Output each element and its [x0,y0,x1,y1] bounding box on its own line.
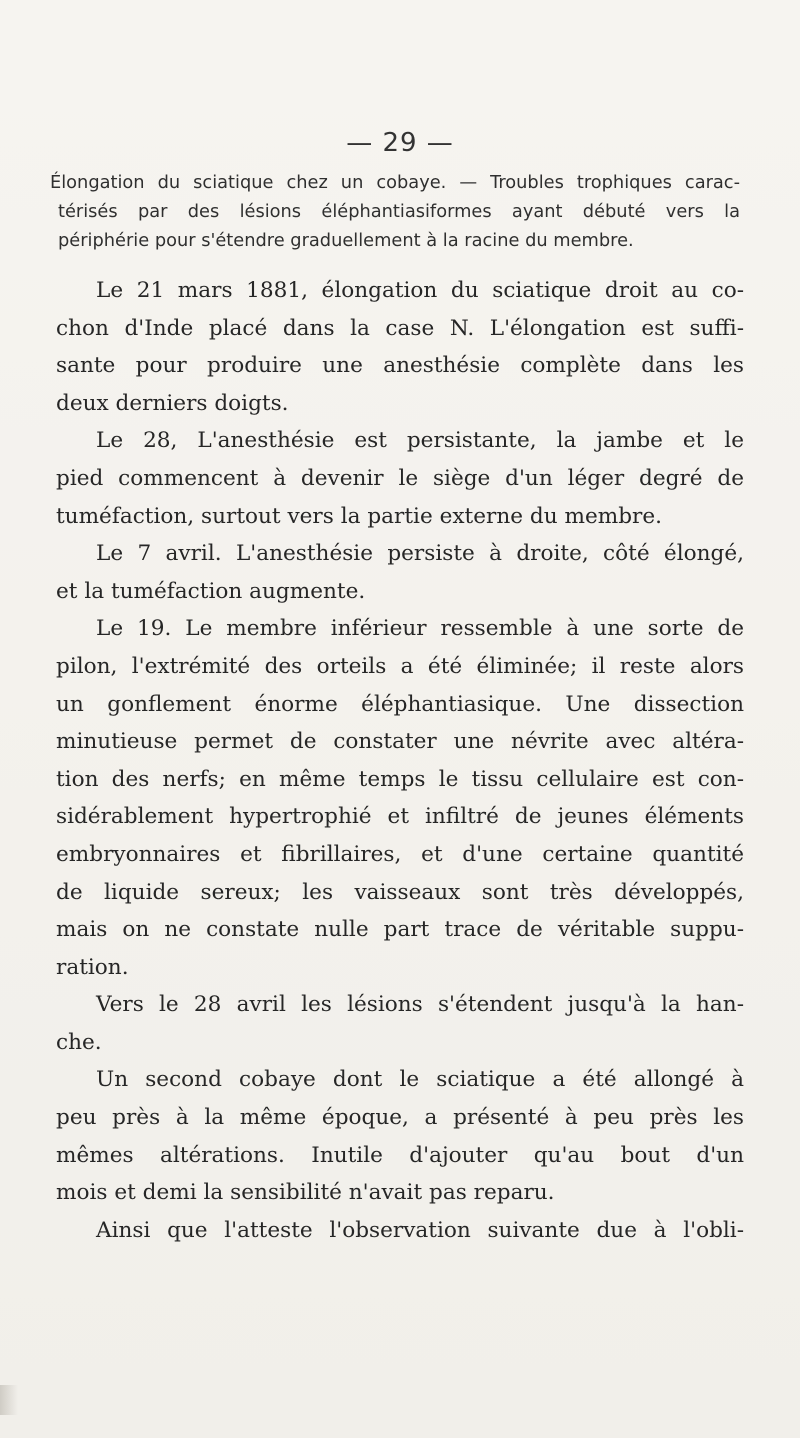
text-line: de liquide sereux; les vaisseaux sont très développés, [56,879,744,905]
text-line: pied commencent à devenir le siège d'un léger degré de [56,465,744,491]
text-line: embryonnaires et fibrillaires, et d'une certaine quantité [56,841,744,867]
text-line: Le 7 avril. L'anesthésie persiste à droite, côté élongé, [96,541,744,567]
text-line: minutieuse permet de constater une névrite avec altéra- [56,729,744,755]
summary-line: périphérie pour s'étendre graduellement à la racine du membre. [58,230,634,251]
page-number: — 29 — [346,128,454,158]
text-line: ration. [56,954,129,980]
text-line: mêmes altérations. Inutile d'ajouter qu'au bout d'un [56,1142,744,1168]
text-line: tuméfaction, surtout vers la partie externe du membre. [56,503,662,529]
paragraph [56,1212,744,1250]
text-line: Vers le 28 avril les lésions s'étendent jusqu'à la han- [96,992,744,1018]
text-line: Le 21 mars 1881, élongation du sciatique droit au co- [96,278,744,303]
paragraph [56,610,744,986]
text-line: et la tuméfaction augmente. [56,578,366,604]
text-line: che. [56,1029,102,1055]
text-line: mais on ne constate nulle part trace de véritable suppu- [56,917,744,943]
text-line: peu près à la même époque, a présenté à peu près les [56,1105,744,1131]
text-line: Ainsi que l'atteste l'observation suivante due à l'obli- [96,1217,744,1243]
summary-line: térisés par des lésions éléphantiasiformes ayant débuté vers la [58,201,740,222]
text-line: pilon, l'extrémité des orteils a été éliminée; il reste alors [56,653,744,679]
text-line: Un second cobaye dont le sciatique a été allongé à [96,1067,744,1093]
paragraph [56,1061,744,1211]
page-edge-shadow [0,1385,18,1415]
text-line: sante pour produire une anesthésie complète dans les [56,353,744,379]
paragraph [56,272,744,422]
text-line: un gonflement énorme éléphantiasique. Une dissection [56,691,744,717]
paragraph [56,422,744,535]
summary-line: Élongation du sciatique chez un cobaye. — Troubles trophiques carac- [50,172,740,193]
observation-body [56,272,744,1249]
text-line: mois et demi la sensibilité n'avait pas reparu. [56,1180,555,1206]
text-line: deux derniers doigts. [56,390,289,416]
text-line: chon d'Inde placé dans la case N. L'élongation est suffi- [56,315,744,341]
paragraph [56,535,744,610]
text-line: Le 28, L'anesthésie est persistante, la jambe et le [96,428,744,454]
text-line: tion des nerfs; en même temps le tissu cellulaire est con- [56,766,744,792]
paragraph [56,986,744,1061]
observation-summary [50,168,740,255]
text-line: Le 19. Le membre inférieur ressemble à une sorte de [96,616,744,642]
text-line: sidérablement hypertrophié et infiltré de jeunes éléments [56,804,744,830]
